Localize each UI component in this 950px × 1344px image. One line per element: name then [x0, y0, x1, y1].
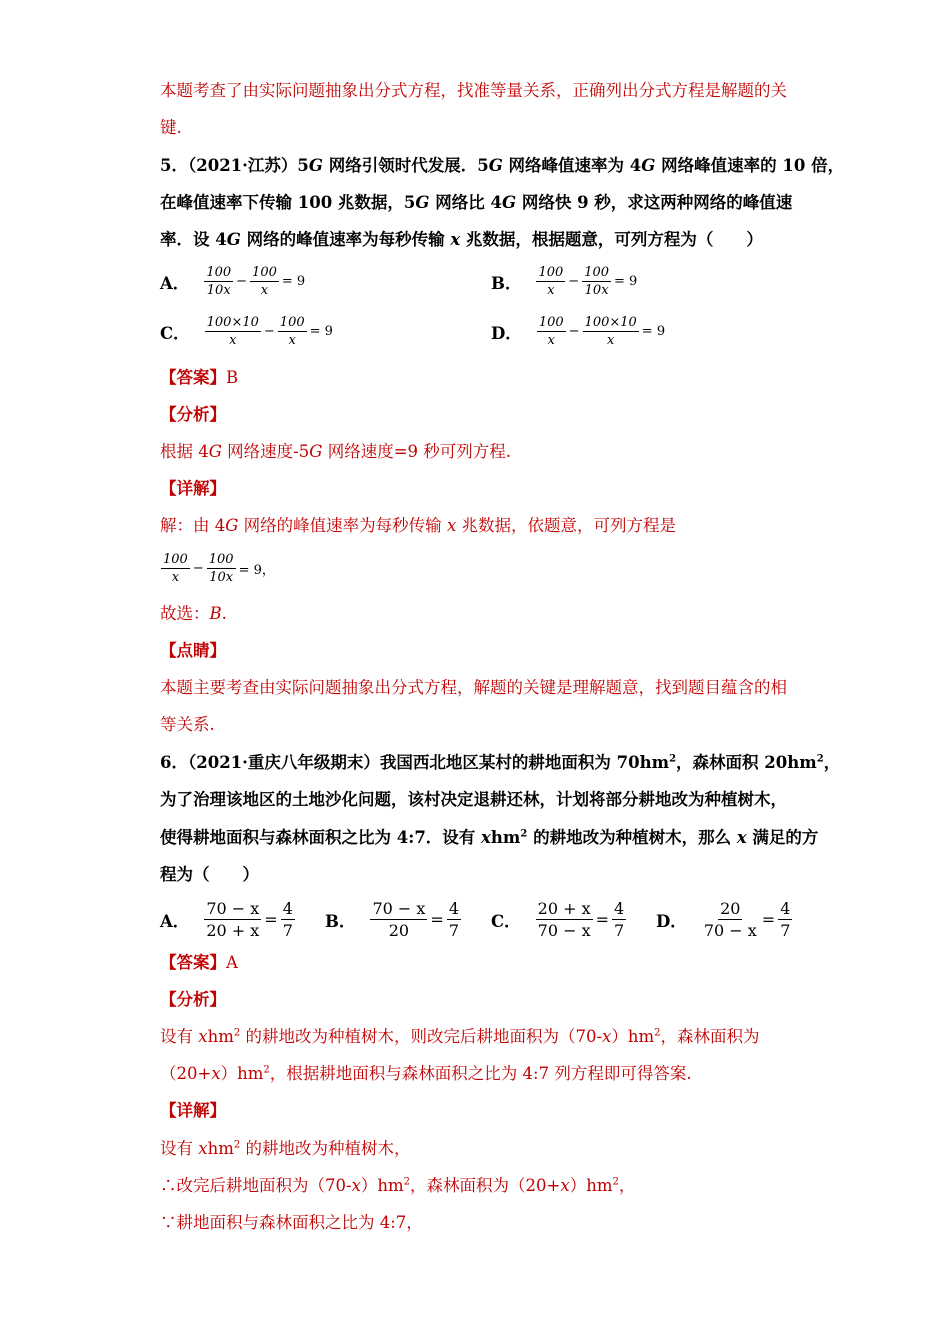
- q5-stem-line-2: [160, 192, 792, 214]
- text: hm: [207, 1027, 234, 1046]
- fraction: [778, 898, 792, 941]
- q5-text: 网络快 9 秒，求这两种网络的峰值速: [516, 193, 793, 212]
- answer-value: A: [226, 953, 238, 972]
- text: 故选：: [160, 604, 210, 623]
- superscript: 2: [233, 1139, 241, 1151]
- q6-detail-line-2: [160, 1175, 635, 1197]
- fraction: [702, 898, 759, 941]
- fraction: [536, 898, 593, 941]
- text: 根据 4: [160, 442, 209, 461]
- text: ）hm: [569, 1176, 613, 1195]
- choice-letter: B: [209, 604, 222, 623]
- q5-option-a: [160, 264, 307, 299]
- equals: =: [761, 910, 776, 929]
- q5-text: 率．设 4: [160, 230, 227, 249]
- q6-stem-line-3: [160, 827, 818, 849]
- operator: −: [192, 561, 204, 576]
- denominator: 70 − x: [703, 921, 757, 940]
- q6-detail-line-1: [160, 1138, 410, 1160]
- var: x: [560, 1176, 570, 1195]
- text: 网络的峰值速率为每秒传输: [238, 516, 447, 535]
- fraction: [281, 898, 295, 941]
- option-label: B．: [325, 911, 356, 931]
- fraction: [583, 314, 639, 349]
- q5-text: 在峰值速率下传输 100 兆数据，5: [160, 193, 416, 212]
- equals: =: [430, 910, 444, 929]
- q6-option-c: [491, 898, 627, 941]
- var: x: [211, 1064, 221, 1083]
- denominator: x: [607, 333, 615, 348]
- numerator: 70 − x: [372, 899, 426, 918]
- operator: −: [263, 324, 275, 339]
- numerator: 4: [448, 899, 460, 918]
- q5-option-c: [160, 314, 335, 349]
- denominator: 20 + x: [206, 921, 260, 940]
- numerator: 100: [538, 315, 564, 330]
- fraction: [204, 898, 261, 941]
- fraction: [278, 314, 307, 349]
- q6-detail-label: 【详解】: [160, 1101, 226, 1120]
- q5-analysis-label: 【分析】: [160, 405, 226, 424]
- denominator: x: [260, 283, 269, 298]
- text: ，: [618, 1176, 636, 1195]
- numerator: 20 + x: [537, 899, 591, 918]
- intro-line-2: 键.: [160, 118, 182, 137]
- q6-analysis-label: 【分析】: [160, 990, 226, 1009]
- option-label: B．: [491, 273, 522, 293]
- option-label: D．: [491, 323, 522, 343]
- fraction: [161, 551, 190, 586]
- var: G: [309, 442, 323, 461]
- operator: −: [568, 274, 580, 289]
- text: ，森林面积为: [660, 1027, 760, 1046]
- text: ，根据耕地面积与森林面积之比为 4:7 列方程即可得答案.: [269, 1064, 692, 1083]
- denominator: 10x: [206, 283, 231, 298]
- q6-stem-line-1: 6．（2021·重庆八年级期末）我国西北地区某村的耕地面积为 $70hm^2$，森林面积 $20hm^2$，: [160, 753, 841, 772]
- option-label: A．: [160, 273, 190, 293]
- superscript: 2: [403, 1176, 411, 1188]
- denominator: x: [171, 570, 180, 585]
- text: 使得耕地面积与森林面积之比为 4:7．设有: [160, 828, 482, 847]
- var: x: [736, 828, 747, 847]
- denominator: 7: [780, 921, 791, 940]
- superscript: 2: [816, 753, 824, 765]
- equals: =: [595, 910, 610, 929]
- numerator: 100×10: [584, 315, 637, 330]
- q5-text: 网络峰值速率为 4: [502, 156, 642, 175]
- text: hm: [490, 828, 521, 847]
- q5-var: G: [415, 193, 430, 212]
- denominator: 10x: [584, 283, 609, 298]
- text: 设有: [160, 1139, 199, 1158]
- numerator: 100: [252, 265, 277, 280]
- q5-analysis-text: [160, 441, 511, 463]
- denominator: 20: [388, 921, 410, 940]
- text: ，森林面积为（20+: [410, 1176, 561, 1195]
- q5-var: G: [641, 156, 656, 175]
- q5-text: 网络引领时代发展．5: [322, 156, 489, 175]
- numerator: 100: [584, 265, 610, 280]
- var: x: [446, 516, 457, 535]
- q6-stem-line-2: 为了治理该地区的土地沙化问题，该村决定退耕还林，计划将部分耕地改为种植树木，: [160, 790, 787, 809]
- q5-source: （2021·江苏）: [187, 156, 298, 175]
- superscript: 2: [520, 828, 528, 840]
- fraction: [204, 264, 233, 299]
- q6-stem-line-4: 程为（ ）: [160, 865, 259, 884]
- fraction: [207, 551, 236, 586]
- text: ∴改完后耕地面积为（70-: [160, 1176, 352, 1195]
- text: ）hm: [360, 1176, 404, 1195]
- q5-stem-line-3: [160, 229, 763, 251]
- q5-var: x: [450, 230, 461, 249]
- option-label: C．: [160, 323, 190, 343]
- fraction: [447, 898, 461, 941]
- option-label: C．: [491, 911, 521, 931]
- q5-text: 网络峰值速率的 10 倍，: [655, 156, 845, 175]
- q5-text: 兆数据，根据题意，可列方程为（ ）: [460, 230, 763, 249]
- q5-comment-label: 【点睛】: [160, 641, 226, 660]
- denominator: x: [547, 283, 555, 298]
- answer-label: 【答案】: [160, 953, 226, 972]
- numerator: 70 − x: [206, 899, 260, 918]
- q5-comment-line-1: 本题主要考查由实际问题抽象出分式方程，解题的关键是理解题意，找到题目蕴含的相: [160, 678, 787, 697]
- q6-analysis-line-2: [160, 1063, 692, 1085]
- q5-text: 网络比 4: [429, 193, 502, 212]
- q6-source: （2021·重庆八年级期末）: [187, 753, 380, 772]
- var: x: [602, 1027, 612, 1046]
- superscript: 2: [654, 1027, 661, 1039]
- fraction: [612, 898, 626, 941]
- text: ）hm: [220, 1064, 264, 1083]
- denominator: 70 − x: [537, 921, 591, 940]
- fraction: [537, 314, 566, 349]
- numerator: 100: [538, 265, 564, 280]
- q5-text: 5: [297, 156, 309, 175]
- q5-var: G: [226, 230, 241, 249]
- superscript: 2: [612, 1176, 619, 1188]
- fraction: [205, 314, 261, 349]
- numerator: 100: [208, 552, 234, 567]
- intro-line-1: 本题考查了由实际问题抽象出分式方程，找准等量关系，正确列出分式方程是解题的关: [160, 81, 787, 100]
- text: ，: [823, 753, 841, 772]
- q6-answer: [160, 952, 238, 974]
- superscript: 2: [263, 1064, 270, 1076]
- denominator: x: [288, 333, 296, 348]
- equals: =: [264, 910, 278, 929]
- numerator: 100: [279, 315, 305, 330]
- q6-option-d: [656, 898, 793, 941]
- equals: = 9: [281, 274, 306, 289]
- answer-value: B: [226, 368, 239, 387]
- var: G: [225, 516, 239, 535]
- q5-answer: [160, 367, 238, 389]
- q5-comment-line-2: 等关系.: [160, 715, 215, 734]
- text: 网络速度-5: [221, 442, 310, 461]
- q6-detail-line-3: ∵耕地面积与森林面积之比为 4:7，: [160, 1213, 423, 1232]
- q5-var: G: [488, 156, 503, 175]
- text: 满足的方: [746, 828, 819, 847]
- numerator: 100: [163, 552, 188, 567]
- equals: = 9: [641, 324, 666, 339]
- numerator: 100: [206, 265, 232, 280]
- numerator: 20: [720, 899, 741, 918]
- fraction: [582, 264, 611, 299]
- option-label: A．: [160, 911, 190, 931]
- text: 我国西北地区某村的耕地面积为 70hm: [379, 753, 670, 772]
- text: 森林面积 20hm: [692, 753, 817, 772]
- text: 设有: [160, 1027, 199, 1046]
- denominator: x: [547, 333, 555, 348]
- q5-text: 网络的峰值速率为每秒传输: [240, 230, 451, 249]
- denominator: 7: [448, 921, 460, 940]
- numerator: 4: [282, 899, 293, 918]
- q5-option-d: [491, 314, 667, 349]
- q5-detail-label: 【详解】: [160, 479, 226, 498]
- text: 兆数据，依题意，可列方程是: [456, 516, 676, 535]
- q5-option-b: [491, 264, 639, 299]
- text: 的耕地改为种植树木，那么: [527, 828, 737, 847]
- fraction: [536, 264, 565, 299]
- var: x: [198, 1027, 208, 1046]
- numerator: 4: [614, 899, 625, 918]
- q5-choice: [160, 603, 227, 625]
- denominator: x: [229, 333, 237, 348]
- q5-var: G: [502, 193, 517, 212]
- option-label: D．: [656, 911, 687, 931]
- q6-option-a: [160, 898, 296, 941]
- q5-number: 5．: [160, 156, 188, 175]
- operator: −: [568, 324, 580, 339]
- var: G: [208, 442, 222, 461]
- operator: −: [236, 274, 248, 289]
- text: 网络速度=9 秒可列方程.: [322, 442, 512, 461]
- text: （20+: [160, 1064, 212, 1083]
- text: 的耕地改为种植树木，: [240, 1139, 411, 1158]
- denominator: 10x: [209, 570, 234, 585]
- text: .: [221, 604, 227, 623]
- equals: = 9，: [238, 563, 275, 578]
- q5-stem-line-1: [160, 155, 844, 177]
- denominator: 7: [282, 921, 293, 940]
- q5-detail-text: [160, 515, 676, 537]
- text: 的耕地改为种植树木，则改完后耕地面积为（70-: [240, 1027, 603, 1046]
- q5-detail-equation: [160, 551, 277, 586]
- text: hm: [207, 1139, 234, 1158]
- superscript: 2: [233, 1027, 241, 1039]
- equals: = 9: [309, 324, 333, 339]
- numerator: 100×10: [206, 315, 259, 330]
- q5-var: G: [308, 156, 323, 175]
- var: x: [198, 1139, 208, 1158]
- q6-option-b: [325, 898, 462, 941]
- text: ）hm: [611, 1027, 655, 1046]
- q6-analysis-line-1: [160, 1026, 760, 1048]
- q6-number: 6．: [160, 753, 188, 772]
- equals: = 9: [614, 274, 638, 289]
- numerator: 4: [780, 899, 791, 918]
- fraction: [250, 264, 279, 299]
- superscript: 2: [669, 753, 677, 765]
- text: 解：由 4: [160, 516, 226, 535]
- denominator: 7: [614, 921, 625, 940]
- var: x: [481, 828, 491, 847]
- fraction: [370, 898, 427, 941]
- answer-label: 【答案】: [160, 368, 226, 387]
- var: x: [351, 1176, 361, 1195]
